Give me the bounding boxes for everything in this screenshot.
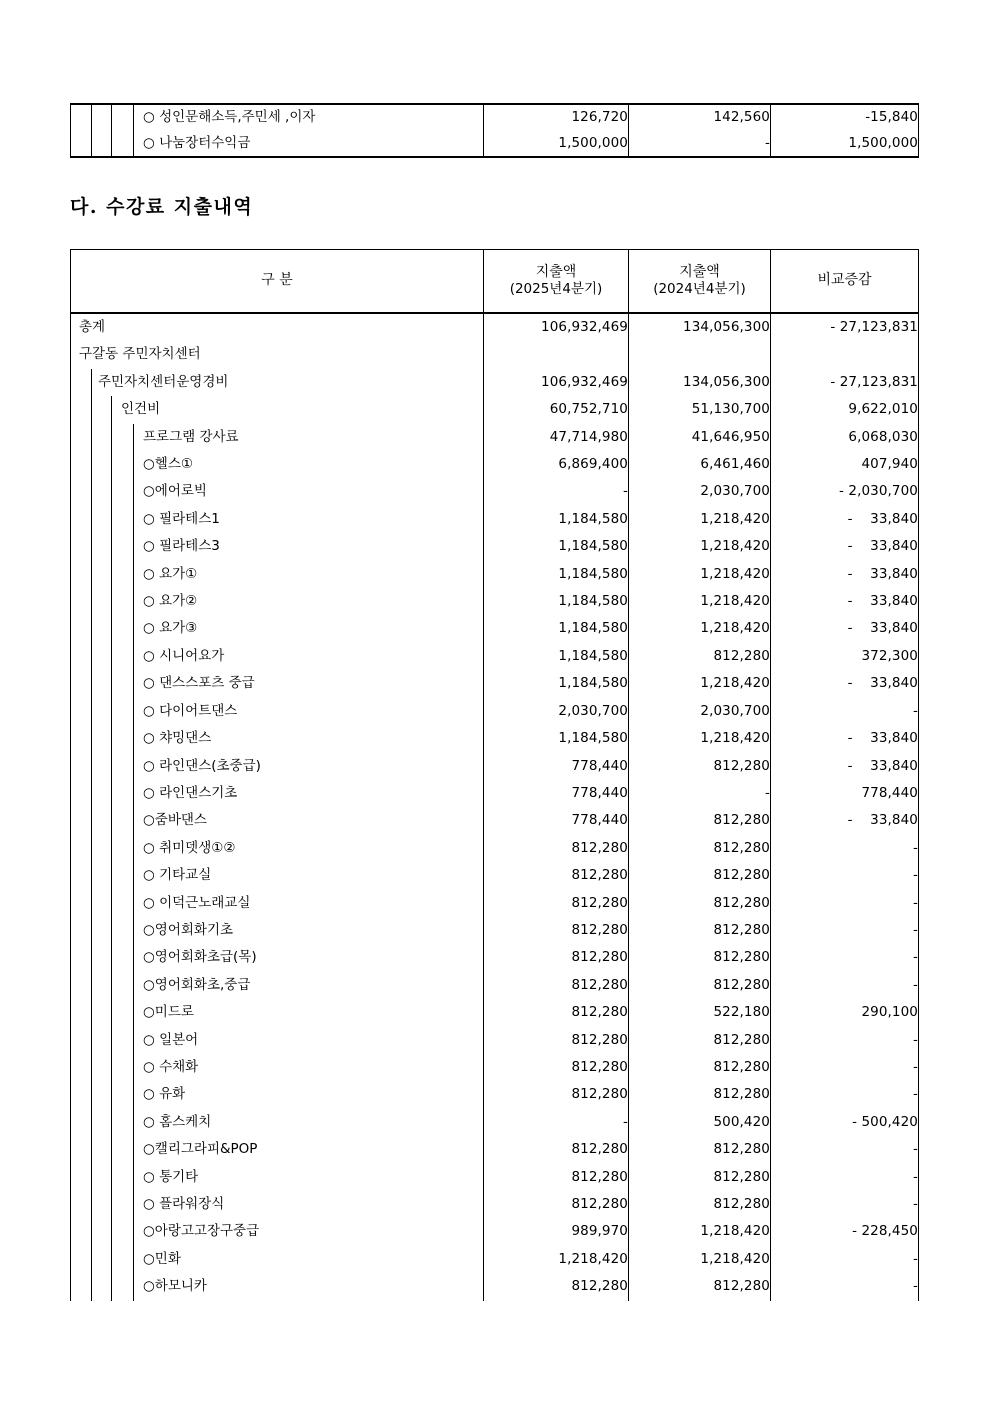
table-cell-division xyxy=(71,615,484,642)
table-row xyxy=(71,1109,919,1136)
table-cell-division xyxy=(71,862,484,889)
indent-guides xyxy=(71,1027,483,1054)
table-cell-amount: 812,280 xyxy=(484,835,629,862)
previous-section-table-fragment xyxy=(70,103,919,158)
table-cell-amount: 812,280 xyxy=(629,1027,771,1054)
table-row xyxy=(71,807,919,834)
division-label: ○캘리그라피&POP xyxy=(143,1141,258,1158)
table-cell-amount: 1,184,580 xyxy=(484,670,629,697)
table-cell-amount xyxy=(771,506,919,533)
table-cell-amount: 372,300 xyxy=(771,643,919,670)
table-cell-division xyxy=(71,451,484,478)
table-row xyxy=(71,1081,919,1108)
negative-amount: - 33,840 xyxy=(847,565,918,582)
table-row xyxy=(71,999,919,1026)
table-cell-amount xyxy=(771,670,919,697)
indent-guides xyxy=(71,1054,483,1081)
table-cell-amount: - xyxy=(771,1081,919,1108)
indent-guides xyxy=(71,1273,483,1300)
table-cell-amount xyxy=(771,753,919,780)
negative-amount: - 33,840 xyxy=(847,593,918,610)
division-label: ○영어회화기초 xyxy=(143,921,234,938)
column-header-amount-2025 xyxy=(484,250,629,314)
division-label: ○ 통기타 xyxy=(143,1168,199,1185)
division-label: ○ 다이어트댄스 xyxy=(143,702,238,719)
negative-amount: - 33,840 xyxy=(847,538,918,555)
table-cell-division xyxy=(71,341,484,368)
division-label: 주민자치센터운영경비 xyxy=(98,373,229,390)
division-label: ○에어로빅 xyxy=(143,483,207,500)
column-header-amount-2025-line1: 지출액 xyxy=(535,263,577,280)
division-label: ○ 홈스케치 xyxy=(143,1113,212,1130)
table-cell-division xyxy=(71,1191,484,1218)
indent-guides xyxy=(71,1164,483,1191)
division-label: ○헬스① xyxy=(143,456,193,473)
indent-guides xyxy=(71,999,483,1026)
table-cell-amount: 142,560 xyxy=(629,104,771,131)
table-cell-amount: 812,280 xyxy=(629,1273,771,1300)
division-label: ○ 취미뎃생①② xyxy=(143,839,236,856)
table-row xyxy=(71,533,919,560)
table-cell-division xyxy=(71,1164,484,1191)
table-cell-amount: 812,280 xyxy=(484,1027,629,1054)
table-cell-amount xyxy=(629,341,771,368)
table-cell-amount: - xyxy=(771,1027,919,1054)
table-row xyxy=(71,313,919,341)
table-cell-amount: 812,280 xyxy=(629,944,771,971)
table-cell-amount: 812,280 xyxy=(484,972,629,999)
table-row xyxy=(71,396,919,423)
indent-guides xyxy=(71,807,483,834)
indent-guides xyxy=(71,670,483,697)
table-cell-amount: 1,184,580 xyxy=(484,533,629,560)
table-cell-amount: 812,280 xyxy=(484,890,629,917)
table-row xyxy=(71,917,919,944)
division-label: ○ 필라테스1 xyxy=(143,510,220,527)
table-cell-amount: - xyxy=(629,780,771,807)
table-cell-division xyxy=(71,999,484,1026)
table-cell-division xyxy=(71,1054,484,1081)
table-cell-amount: 1,218,420 xyxy=(629,725,771,752)
table-cell-amount: 812,280 xyxy=(629,1081,771,1108)
indent-guides xyxy=(71,780,483,807)
division-label: ○줌바댄스 xyxy=(143,812,207,829)
division-label: ○ 기타교실 xyxy=(143,867,212,884)
division-label: ○ 수채화 xyxy=(143,1058,199,1075)
table-cell-amount xyxy=(771,561,919,588)
table-row xyxy=(71,506,919,533)
table-cell-amount: 812,280 xyxy=(629,862,771,889)
column-header-amount-2024 xyxy=(629,250,771,314)
table-cell-amount: 1,500,000 xyxy=(484,131,629,158)
negative-amount: - 33,840 xyxy=(847,757,918,774)
table-row xyxy=(71,588,919,615)
table-cell-amount: - xyxy=(771,1273,919,1300)
division-label: ○하모니카 xyxy=(143,1278,207,1295)
division-label: ○ 라인댄스기초 xyxy=(143,784,238,801)
division-label: ○ 요가① xyxy=(143,565,198,582)
table-cell-amount: 812,280 xyxy=(629,1136,771,1163)
table-cell-amount xyxy=(771,1218,919,1245)
table-cell-amount: 1,184,580 xyxy=(484,561,629,588)
table-cell-amount: 407,940 xyxy=(771,451,919,478)
indent-guides xyxy=(71,944,483,971)
division-label: 총계 xyxy=(79,319,106,335)
indent-guides xyxy=(71,424,483,451)
table-cell-amount: - xyxy=(771,862,919,889)
table-cell-amount: 812,280 xyxy=(484,1081,629,1108)
table-row xyxy=(71,725,919,752)
table-row xyxy=(71,369,919,396)
table-cell-division xyxy=(71,313,484,341)
table-cell-amount: - xyxy=(484,1109,629,1136)
table-cell-division xyxy=(71,561,484,588)
table-cell-amount: 812,280 xyxy=(629,643,771,670)
table-row xyxy=(71,561,919,588)
page-title: 다. 수강료 지출내역 xyxy=(70,196,254,218)
division-label: ○ 라인댄스(초중급) xyxy=(143,757,261,774)
table-cell-division xyxy=(71,725,484,752)
table-cell-amount: 47,714,980 xyxy=(484,424,629,451)
column-header-comparison-label: 비교증감 xyxy=(817,272,872,289)
table-row xyxy=(71,341,919,368)
table-cell-amount: - xyxy=(771,835,919,862)
division-label: 인건비 xyxy=(121,401,161,418)
division-label: ○ 챠밍댄스 xyxy=(143,730,212,747)
indent-guides xyxy=(71,1136,483,1163)
division-label: ○ 이덕근노래교실 xyxy=(143,894,251,911)
table-cell-division xyxy=(71,424,484,451)
table-cell-amount: 812,280 xyxy=(629,835,771,862)
table-cell-amount: - xyxy=(771,1054,919,1081)
table-cell-amount: 1,184,580 xyxy=(484,506,629,533)
table-cell-amount: 812,280 xyxy=(629,972,771,999)
table-cell-amount: 812,280 xyxy=(484,1164,629,1191)
table-row xyxy=(71,1218,919,1245)
indent-guides xyxy=(71,588,483,615)
table-cell-amount xyxy=(484,341,629,368)
table-cell-amount: 812,280 xyxy=(629,1164,771,1191)
division-label: ○ 유화 xyxy=(143,1086,186,1103)
table-cell-amount: 6,068,030 xyxy=(771,424,919,451)
indent-guides xyxy=(71,615,483,642)
table-cell-amount xyxy=(771,341,919,368)
table-cell-amount: - xyxy=(771,972,919,999)
table-cell-amount: 126,720 xyxy=(484,104,629,131)
table-cell-amount: 2,030,700 xyxy=(629,478,771,505)
table-cell-amount: 778,440 xyxy=(771,780,919,807)
division-label: ○ 플라워장식 xyxy=(143,1196,225,1212)
negative-amount: - 33,840 xyxy=(847,620,918,637)
table-row xyxy=(71,424,919,451)
division-label: ○ 일본어 xyxy=(143,1031,199,1048)
table-cell-amount: 812,280 xyxy=(484,944,629,971)
division-label: ○민화 xyxy=(143,1250,181,1267)
table-cell-amount: 778,440 xyxy=(484,780,629,807)
division-label: ○ 나눔장터수익금 xyxy=(143,134,251,151)
table-row xyxy=(71,451,919,478)
table-cell-amount: 989,970 xyxy=(484,1218,629,1245)
table-cell-division xyxy=(71,396,484,423)
column-header-division xyxy=(71,250,484,314)
table-cell-division xyxy=(71,1027,484,1054)
table-cell-amount: 41,646,950 xyxy=(629,424,771,451)
table-cell-amount: 106,932,469 xyxy=(484,313,629,341)
table-row xyxy=(71,1027,919,1054)
indent-guides xyxy=(71,972,483,999)
table-cell-amount: 812,280 xyxy=(629,1191,771,1218)
table-cell-division xyxy=(71,698,484,725)
indent-guides xyxy=(71,862,483,889)
table-row xyxy=(71,835,919,862)
table-cell-amount: 290,100 xyxy=(771,999,919,1026)
table-cell-amount: - xyxy=(771,917,919,944)
table-row xyxy=(71,1273,919,1300)
negative-amount: - 228,450 xyxy=(852,1223,918,1240)
table-cell-amount: 6,461,460 xyxy=(629,451,771,478)
table-row xyxy=(71,1054,919,1081)
table-cell-division xyxy=(71,506,484,533)
table-cell-amount: 6,869,400 xyxy=(484,451,629,478)
indent-guides xyxy=(71,561,483,588)
table-cell-division xyxy=(71,643,484,670)
division-label: 구갈동 주민자치센터 xyxy=(79,346,201,363)
table-cell-amount xyxy=(771,615,919,642)
division-label: ○영어회화초급(목) xyxy=(143,949,257,966)
table-cell-amount: 812,280 xyxy=(484,999,629,1026)
table-row xyxy=(71,131,919,158)
indent-guides xyxy=(71,1081,483,1108)
table-cell-amount xyxy=(771,533,919,560)
table-cell-amount: 778,440 xyxy=(484,807,629,834)
table-cell-amount: - xyxy=(771,698,919,725)
table-cell-amount: 1,218,420 xyxy=(629,1218,771,1245)
table-row xyxy=(71,478,919,505)
indent-guides xyxy=(71,1191,483,1218)
table-cell-amount: 500,420 xyxy=(629,1109,771,1136)
indent-guides xyxy=(71,890,483,917)
table-row xyxy=(71,104,919,131)
table-row xyxy=(71,862,919,889)
table-row xyxy=(71,1164,919,1191)
table-cell-amount xyxy=(771,725,919,752)
indent-guides xyxy=(71,131,483,157)
table-cell-amount: 812,280 xyxy=(629,917,771,944)
table-cell-amount: 106,932,469 xyxy=(484,369,629,396)
column-header-comparison xyxy=(771,250,919,314)
expenditure-table xyxy=(70,249,919,1301)
division-label: ○ 댄스스포츠 중급 xyxy=(143,675,255,692)
table-cell-amount: 1,184,580 xyxy=(484,588,629,615)
table-cell-division xyxy=(71,478,484,505)
table-row xyxy=(71,670,919,697)
table-cell-division xyxy=(71,780,484,807)
table-cell-division xyxy=(71,1109,484,1136)
table-cell-amount: 60,752,710 xyxy=(484,396,629,423)
indent-guides xyxy=(71,643,483,670)
expenditure-table-header xyxy=(71,250,919,314)
table-cell-amount: - xyxy=(771,1136,919,1163)
table-cell-amount: - xyxy=(771,944,919,971)
table-cell-amount xyxy=(771,807,919,834)
table-cell-amount: 1,500,000 xyxy=(771,131,919,158)
table-cell-division xyxy=(71,104,484,131)
division-label: ○미드로 xyxy=(143,1004,194,1021)
table-cell-amount: 812,280 xyxy=(629,890,771,917)
negative-amount: - 27,123,831 xyxy=(830,373,918,390)
table-cell-division xyxy=(71,1273,484,1300)
table-cell-division xyxy=(71,753,484,780)
table-cell-amount: 812,280 xyxy=(484,862,629,889)
table-cell-amount: 1,184,580 xyxy=(484,725,629,752)
table-cell-division xyxy=(71,807,484,834)
indent-guides xyxy=(71,314,483,341)
table-cell-amount: - xyxy=(629,131,771,158)
division-label: ○ 시니어요가 xyxy=(143,647,225,664)
table-cell-amount: - xyxy=(771,1246,919,1273)
table-cell-division xyxy=(71,131,484,158)
table-cell-division xyxy=(71,972,484,999)
table-cell-division xyxy=(71,1136,484,1163)
table-cell-division xyxy=(71,533,484,560)
table-cell-amount: 812,280 xyxy=(484,1191,629,1218)
negative-amount: - 27,123,831 xyxy=(830,319,918,335)
table-cell-amount: 812,280 xyxy=(484,1054,629,1081)
table-row xyxy=(71,944,919,971)
table-cell-amount: 522,180 xyxy=(629,999,771,1026)
table-cell-amount: 778,440 xyxy=(484,753,629,780)
table-cell-amount: 1,218,420 xyxy=(629,561,771,588)
table-cell-amount xyxy=(771,369,919,396)
indent-guides xyxy=(71,1109,483,1136)
table-row xyxy=(71,780,919,807)
table-header-row xyxy=(71,250,919,314)
indent-guides xyxy=(71,753,483,780)
table-cell-amount: 1,184,580 xyxy=(484,643,629,670)
table-cell-amount: - xyxy=(484,478,629,505)
table-cell-amount: 812,280 xyxy=(484,1136,629,1163)
table-cell-amount: 1,218,420 xyxy=(629,506,771,533)
table-cell-amount: 1,218,420 xyxy=(484,1246,629,1273)
table-row xyxy=(71,1191,919,1218)
fragment-table-body xyxy=(71,104,919,157)
indent-guides xyxy=(71,1246,483,1273)
division-label: 프로그램 강사료 xyxy=(143,428,239,445)
table-cell-division xyxy=(71,1218,484,1245)
table-cell-amount: 812,280 xyxy=(484,917,629,944)
page-bottom-cut xyxy=(0,1309,992,1403)
table-cell-amount: 134,056,300 xyxy=(629,313,771,341)
negative-amount: - 33,840 xyxy=(847,812,918,829)
table-row xyxy=(71,1246,919,1273)
table-cell-amount: - xyxy=(771,1191,919,1218)
table-cell-division xyxy=(71,944,484,971)
column-header-amount-2024-line2: (2024년4분기) xyxy=(653,281,746,298)
indent-guides xyxy=(71,917,483,944)
table-cell-division xyxy=(71,1081,484,1108)
table-row xyxy=(71,972,919,999)
table-cell-division xyxy=(71,369,484,396)
negative-amount: - 2,030,700 xyxy=(839,483,918,500)
division-label: ○ 성인문해소득,주민세 ,이자 xyxy=(143,109,316,125)
table-row xyxy=(71,1136,919,1163)
indent-guides xyxy=(71,451,483,478)
indent-guides xyxy=(71,725,483,752)
table-cell-amount: 1,218,420 xyxy=(629,670,771,697)
negative-amount: - 33,840 xyxy=(847,675,918,692)
division-label: ○ 필라테스3 xyxy=(143,538,220,555)
table-cell-amount: -15,840 xyxy=(771,104,919,131)
table-cell-amount xyxy=(771,313,919,341)
table-cell-division xyxy=(71,588,484,615)
table-row xyxy=(71,615,919,642)
column-header-amount-2024-line1: 지출액 xyxy=(679,263,720,280)
table-cell-amount: 2,030,700 xyxy=(629,698,771,725)
table-cell-amount: - xyxy=(771,890,919,917)
indent-guides xyxy=(71,1218,483,1245)
table-cell-amount xyxy=(771,1109,919,1136)
division-label: ○ 요가② xyxy=(143,593,198,610)
division-label: ○ 요가③ xyxy=(143,620,198,637)
table-cell-amount: 2,030,700 xyxy=(484,698,629,725)
table-cell-division xyxy=(71,890,484,917)
table-cell-amount: 1,218,420 xyxy=(629,615,771,642)
division-label: ○영어회화초,중급 xyxy=(143,976,251,993)
table-cell-amount: 1,184,580 xyxy=(484,615,629,642)
table-cell-amount xyxy=(771,588,919,615)
negative-amount: - 33,840 xyxy=(847,510,918,527)
table-cell-amount: 812,280 xyxy=(484,1273,629,1300)
table-cell-division xyxy=(71,1246,484,1273)
table-cell-amount: 9,622,010 xyxy=(771,396,919,423)
table-cell-amount: - xyxy=(771,1164,919,1191)
indent-guides xyxy=(71,835,483,862)
table-cell-amount xyxy=(771,478,919,505)
table-row xyxy=(71,890,919,917)
table-cell-amount: 812,280 xyxy=(629,753,771,780)
table-cell-amount: 1,218,420 xyxy=(629,533,771,560)
table-cell-amount: 1,218,420 xyxy=(629,588,771,615)
indent-guides xyxy=(71,506,483,533)
table-cell-division xyxy=(71,917,484,944)
table-row xyxy=(71,643,919,670)
division-label: ○아랑고고장구중급 xyxy=(143,1223,260,1240)
indent-guides xyxy=(71,478,483,505)
negative-amount: - 500,420 xyxy=(852,1113,918,1130)
table-cell-division xyxy=(71,835,484,862)
table-row xyxy=(71,698,919,725)
table-cell-amount: 812,280 xyxy=(629,1054,771,1081)
table-cell-amount: 812,280 xyxy=(629,807,771,834)
column-header-amount-2025-line2: (2025년4분기) xyxy=(509,281,603,298)
column-header-division-label: 구 분 xyxy=(261,272,293,289)
table-cell-amount: 51,130,700 xyxy=(629,396,771,423)
table-cell-division xyxy=(71,670,484,697)
expenditure-table-body xyxy=(71,313,919,1301)
table-row xyxy=(71,753,919,780)
indent-guides xyxy=(71,698,483,725)
table-cell-amount: 134,056,300 xyxy=(629,369,771,396)
table-cell-amount: 1,218,420 xyxy=(629,1246,771,1273)
indent-guides xyxy=(71,533,483,560)
negative-amount: - 33,840 xyxy=(847,730,918,747)
